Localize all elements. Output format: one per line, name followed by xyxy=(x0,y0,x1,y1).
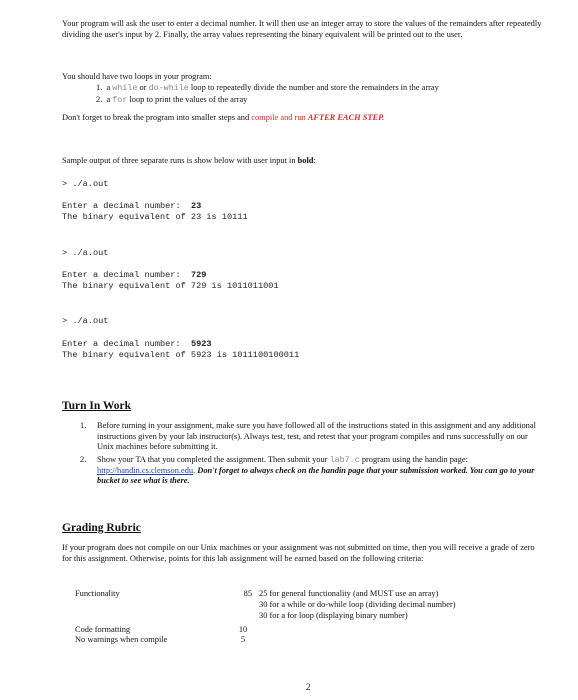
turn-in-item-1: Before turning in your assignment, make sure you have followed all of the instructions stated in this assignment and any additional instructions given by your lab instructor(s). Always test, test, and retest that your program compiles and runs successfully on our Unix machines before submitting it. xyxy=(97,421,536,452)
text: Enter a decimal number: xyxy=(62,339,181,349)
rubric-label: No warnings when compile xyxy=(75,635,168,644)
user-input: 729 xyxy=(190,270,207,280)
turn-in-heading: Turn In Work xyxy=(62,400,132,412)
two-loops-label: You should have two loops in your program: xyxy=(62,72,212,81)
page-number: 2 xyxy=(306,682,311,692)
list-number: 1. xyxy=(96,83,103,92)
sample-prompt: > ./a.out xyxy=(62,316,109,326)
sample-result: The binary equivalent of 23 is 10111 xyxy=(62,212,248,222)
sample-prompt: > ./a.out xyxy=(62,179,109,189)
handin-link[interactable]: http://handin.cs.clemson.edu xyxy=(97,465,194,475)
rubric-points: 5 xyxy=(240,635,246,644)
text: a xyxy=(106,95,111,104)
rubric-label: Functionality xyxy=(75,589,120,598)
turn-in-item-2: Show your TA that you completed the assignment. Then submit your lab7.c program using the handin page: http://handin.cs.clemson.edu. Don't forget to always check on the handin page that your submission worked. You can go to your bucket to see what is there. xyxy=(97,455,535,486)
text: Show your TA that you completed the assignment. Then submit your xyxy=(97,455,328,464)
user-input: 23 xyxy=(190,201,202,211)
text: Enter a decimal number: xyxy=(62,201,181,211)
sample-result: The binary equivalent of 729 is 1011011001 xyxy=(62,281,279,291)
list-number: 1. xyxy=(80,421,87,430)
text: program using the handin page: xyxy=(361,455,468,464)
rubric-label: Code formatting xyxy=(75,625,131,634)
text: loop to repeatedly divide the number and store the remainders in the array xyxy=(190,83,439,92)
code-for: for xyxy=(112,95,128,105)
sample-result: The binary equivalent of 5923 is 1011100100011 xyxy=(62,350,300,360)
text: or xyxy=(139,83,147,92)
code-do-while: do-while xyxy=(148,83,189,93)
sample-label xyxy=(62,156,316,167)
intro-paragraph: Your program will ask the user to enter a decimal number. It will then use an integer array to store the values of the remainders after repeatedly dividing the user's input by 2. Finally, the array values representing the binary equivalent will be printed out to the user. xyxy=(62,19,542,39)
list-number: 2. xyxy=(96,95,103,104)
red-emphasis: AFTER EACH STEP. xyxy=(307,113,385,122)
reminder-line xyxy=(62,113,384,124)
text: Sample output of three separate runs is show below with user input in xyxy=(62,156,296,165)
loop-item-1 xyxy=(96,83,439,94)
rubric-points: 85 xyxy=(243,589,252,598)
grading-rubric-heading: Grading Rubric xyxy=(62,522,141,534)
user-input: 5923 xyxy=(190,339,212,349)
list-number: 2. xyxy=(80,455,87,464)
sample-prompt: > ./a.out xyxy=(62,248,109,258)
sample-enter-line xyxy=(62,339,212,349)
text: loop to print the values of the array xyxy=(129,95,248,104)
text: Don't forget to break the program into smaller steps and xyxy=(62,113,250,122)
sample-enter-line xyxy=(62,201,201,211)
sample-enter-line xyxy=(62,270,206,280)
loop-item-2 xyxy=(96,95,247,106)
rubric-detail: 30 for a while or do-while loop (dividing decimal number) xyxy=(259,600,456,609)
text: Enter a decimal number: xyxy=(62,270,181,280)
rubric-detail: 30 for a for loop (displaying binary number) xyxy=(259,611,408,620)
rubric-points: 10 xyxy=(238,625,248,634)
red-text: compile and run xyxy=(251,113,306,122)
rubric-paragraph: If your program does not compile on our Unix machines or your assignment was not submitted on time, then you will receive a grade of zero for this assignment. Otherwise, points for this lab assignment will be earned based on the following criteria: xyxy=(62,543,535,563)
bold-italic-note: Don't forget to always check on the handin page that your submission worked. You can go to your bucket to see what is there. xyxy=(97,465,535,486)
text: a xyxy=(106,83,111,92)
rubric-detail: 25 for general functionality (and MUST use an array) xyxy=(259,589,439,598)
bold-text: bold xyxy=(297,156,314,165)
code-while: while xyxy=(112,83,138,93)
code-filename: lab7.c xyxy=(329,455,360,465)
text: : xyxy=(313,156,316,165)
